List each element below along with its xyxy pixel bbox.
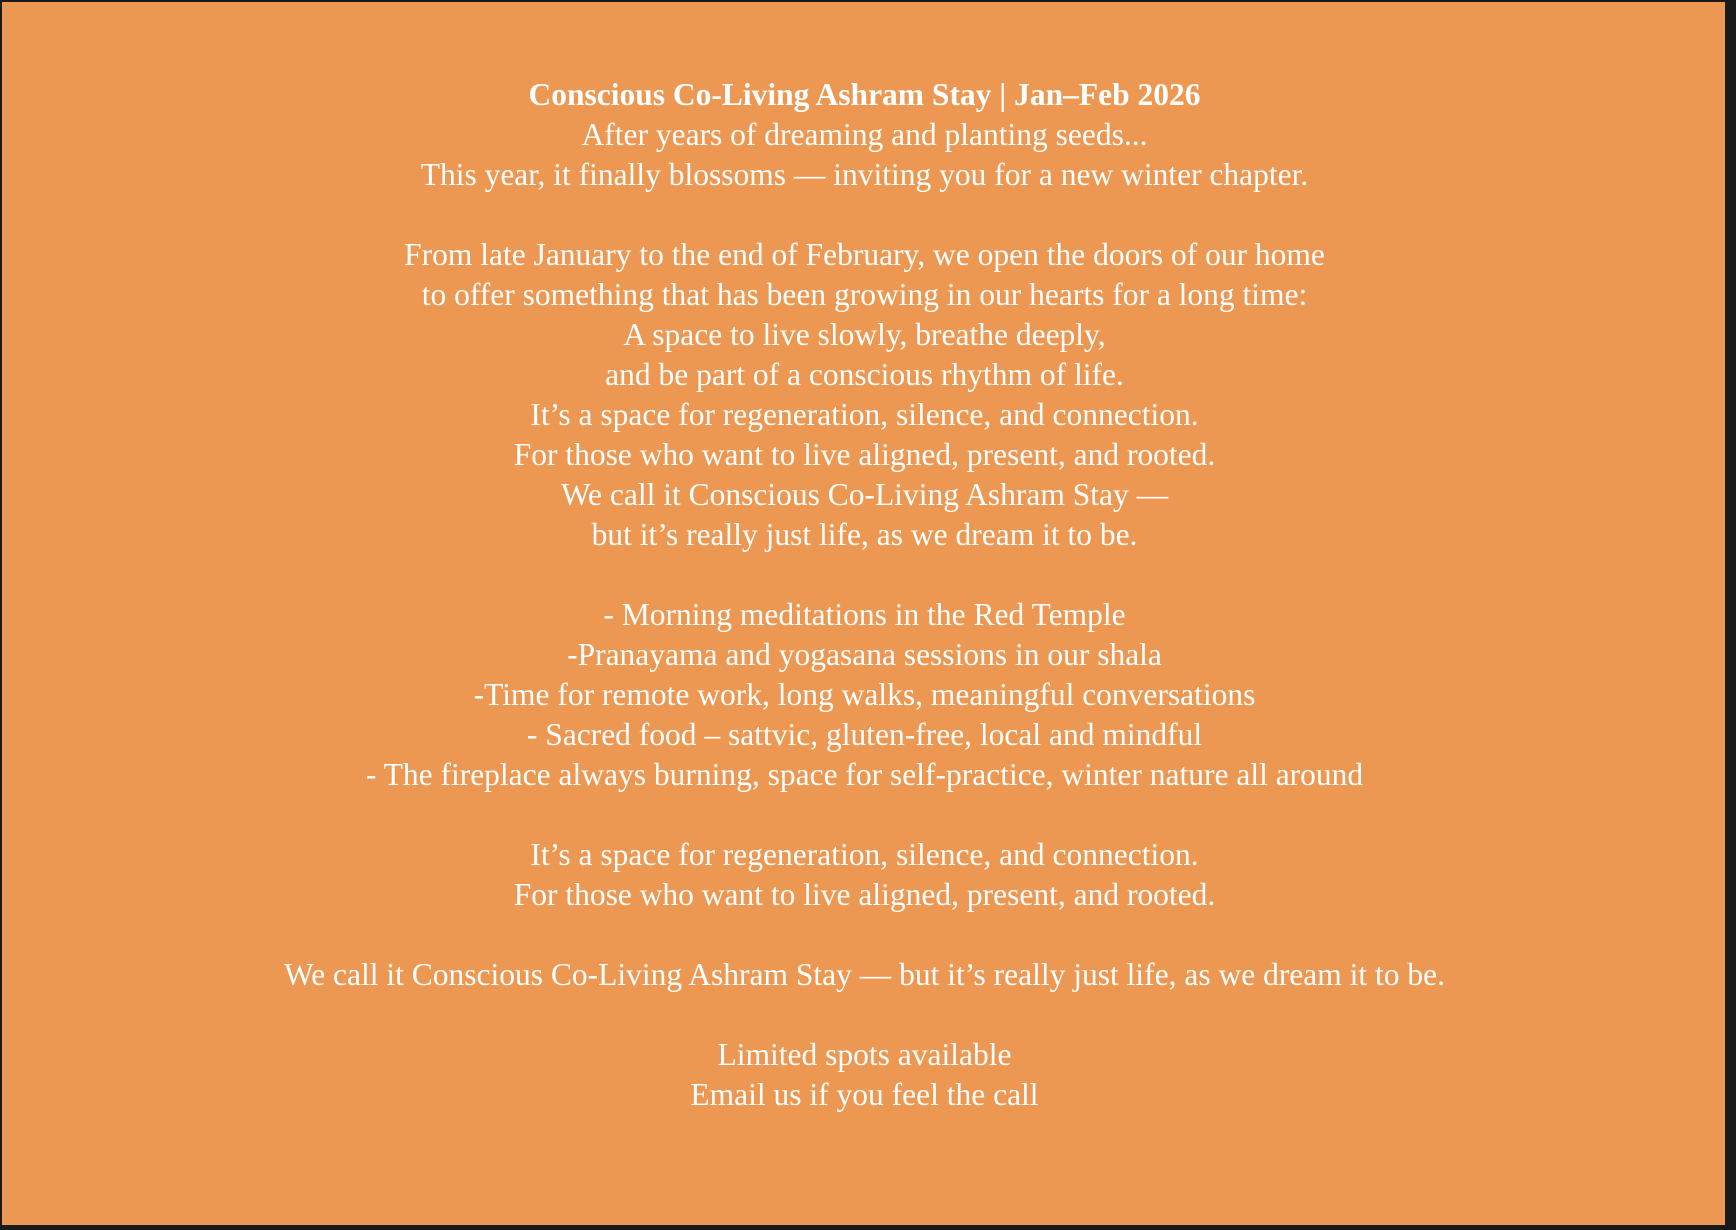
tagline: We call it Conscious Co-Living Ashram Stay — but it’s really just life, as we dream it to be. — [283, 957, 1446, 992]
reprise-block — [2, 835, 1727, 915]
intro-line: This year, it finally blossoms — inviting you for a new winter chapter. — [420, 157, 1309, 192]
body-line: but it’s really just life, as we dream it to be. — [591, 517, 1138, 552]
body-line: A space to live slowly, breathe deeply, — [623, 317, 1106, 352]
intro-line: After years of dreaming and planting seeds... — [581, 117, 1148, 152]
body-line: From late January to the end of February, we open the doors of our home — [404, 237, 1325, 272]
body-line: and be part of a conscious rhythm of life. — [605, 357, 1124, 392]
header-block — [2, 75, 1727, 195]
body-line: It’s a space for regeneration, silence, and connection. — [530, 397, 1199, 432]
reprise-line: For those who want to live aligned, present, and rooted. — [513, 877, 1216, 912]
feature-item: -Pranayama and yogasana sessions in our shala — [567, 637, 1162, 672]
feature-item: - Morning meditations in the Red Temple — [603, 597, 1126, 632]
body-line: to offer something that has been growing in our hearts for a long time: — [421, 277, 1308, 312]
feature-item: -Time for remote work, long walks, meaningful conversations — [473, 677, 1256, 712]
tagline-block — [2, 955, 1727, 995]
features-list — [2, 595, 1727, 795]
body-line: We call it Conscious Co-Living Ashram Stay — — [560, 477, 1169, 512]
closing-block — [2, 1035, 1727, 1115]
poster-title: Conscious Co-Living Ashram Stay | Jan–Feb 2026 — [528, 77, 1201, 112]
email-call-text: Email us if you feel the call — [690, 1077, 1039, 1112]
reprise-line: It’s a space for regeneration, silence, and connection. — [530, 837, 1199, 872]
body-line: For those who want to live aligned, present, and rooted. — [513, 437, 1216, 472]
spots-available-text: Limited spots available — [717, 1037, 1012, 1072]
feature-item: - The fireplace always burning, space for self-practice, winter nature all around — [365, 757, 1364, 792]
body-block — [2, 235, 1727, 555]
feature-item: - Sacred food – sattvic, gluten-free, local and mindful — [526, 717, 1203, 752]
announcement-poster — [1, 1, 1726, 1226]
